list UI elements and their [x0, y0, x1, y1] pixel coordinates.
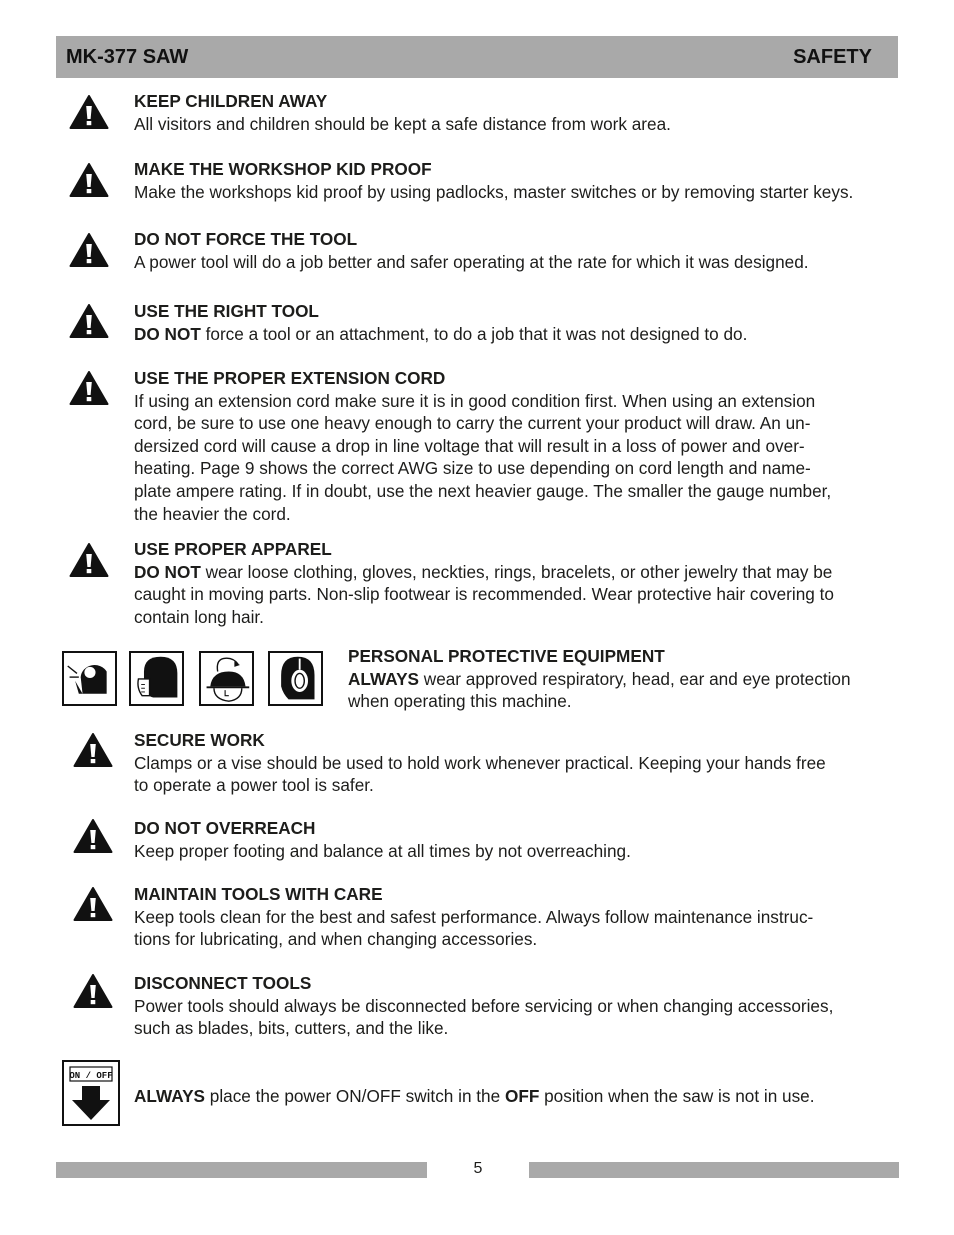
section-body: All visitors and children should be kept a safe distance from work area. — [134, 113, 671, 134]
face-shield-icon — [62, 651, 117, 706]
hard-hat-icon — [199, 651, 254, 706]
section-overreach — [134, 817, 914, 862]
warning-icon — [73, 886, 113, 922]
section-body — [134, 323, 914, 346]
section-extension-cord — [134, 367, 914, 525]
body-text: wear loose clothing, gloves, neckties, rings, bracelets, or other jewelry that may be — [205, 561, 833, 582]
body-text: place the power ON/OFF switch in the — [209, 1086, 501, 1106]
header-section: SAFETY — [793, 45, 872, 68]
section-secure-work — [134, 729, 914, 797]
body-line: contain long hair. — [134, 606, 264, 627]
section-title: USE THE PROPER EXTENSION CORD — [134, 368, 446, 388]
body-line: to operate a power tool is safer. — [134, 775, 374, 796]
body-line: Power tools should always be disconnected before servicing or when changing accessories, — [134, 995, 834, 1016]
section-keep-children-away — [134, 90, 914, 135]
section-body: Make the workshops kid proof by using padlocks, master switches or by removing starter keys. — [134, 181, 854, 202]
warning-icon — [69, 94, 109, 130]
warning-icon — [73, 973, 113, 1009]
footer-bar-right — [529, 1162, 899, 1178]
section-title: USE THE RIGHT TOOL — [134, 301, 319, 321]
body-line: when operating this machine. — [348, 691, 572, 712]
warning-icon — [69, 303, 109, 339]
warning-icon — [69, 232, 109, 268]
section-title: DO NOT OVERREACH — [134, 818, 316, 838]
body-line: tions for lubricating, and when changing accessories. — [134, 929, 538, 950]
emphasis: ALWAYS — [348, 668, 419, 689]
section-title: MAKE THE WORKSHOP KID PROOF — [134, 159, 432, 179]
body-text: position when the saw is not in use. — [544, 1086, 815, 1106]
body-line — [134, 561, 914, 584]
warning-icon — [69, 542, 109, 578]
body-line — [348, 668, 908, 691]
section-title: MAINTAIN TOOLS WITH CARE — [134, 884, 383, 904]
section-title: USE PROPER APPAREL — [134, 539, 332, 559]
body-line: If using an extension cord make sure it is in good condition first. When using an extension — [134, 390, 816, 411]
header-title: MK-377 SAW — [66, 45, 189, 68]
section-kid-proof — [134, 158, 914, 203]
body-text: force a tool or an attachment, to do a job that it was not designed to do. — [205, 323, 748, 344]
warning-icon — [69, 370, 109, 406]
section-disconnect-tools — [134, 972, 914, 1040]
body-line: dersized cord will cause a drop in line voltage that will result in a loss of power and over- — [134, 435, 805, 456]
page-header — [56, 36, 898, 78]
body-text: wear approved respiratory, head, ear and eye protection — [423, 668, 851, 689]
section-body: Keep proper footing and balance at all times by not overreaching. — [134, 840, 631, 861]
respirator-icon — [129, 651, 184, 706]
on-off-switch-icon — [62, 1060, 120, 1126]
body-line: cord, be sure to use one heavy enough to carry the current your product will draw. An un- — [134, 413, 811, 434]
section-maintain-tools — [134, 883, 914, 951]
emphasis: DO NOT — [134, 323, 201, 344]
section-title: SECURE WORK — [134, 730, 265, 750]
body-line: the heavier the cord. — [134, 503, 291, 524]
body-line: caught in moving parts. Non-slip footwear is recommended. Wear protective hair covering to — [134, 584, 834, 605]
section-title: DISCONNECT TOOLS — [134, 973, 312, 993]
emphasis: ALWAYS — [134, 1086, 205, 1106]
warning-icon — [73, 818, 113, 854]
section-title: PERSONAL PROTECTIVE EQUIPMENT — [348, 646, 665, 666]
warning-icon — [73, 732, 113, 768]
switch-note — [134, 1085, 914, 1108]
body-line: heating. Page 9 shows the correct AWG size to use depending on cord length and name- — [134, 458, 811, 479]
switch-label: ON / OFF — [69, 1071, 113, 1081]
section-right-tool — [134, 300, 914, 345]
page-number: 5 — [473, 1160, 483, 1177]
warning-icon — [69, 162, 109, 198]
body-line: such as blades, bits, cutters, and the like. — [134, 1018, 449, 1039]
body-line: plate ampere rating. If in doubt, use the next heavier gauge. The smaller the gauge number, — [134, 480, 832, 501]
section-proper-apparel — [134, 538, 914, 628]
ear-protection-icon — [268, 651, 323, 706]
emphasis-off: OFF — [504, 1086, 540, 1106]
footer-bar-left — [56, 1162, 427, 1178]
section-body: A power tool will do a job better and safer operating at the rate for which it was designed. — [134, 251, 809, 272]
body-line: Keep tools clean for the best and safest performance. Always follow maintenance instruc- — [134, 906, 814, 927]
body-line: Clamps or a vise should be used to hold work whenever practical. Keeping your hands free — [134, 752, 826, 773]
section-ppe — [348, 645, 908, 713]
section-title: KEEP CHILDREN AWAY — [134, 91, 328, 111]
switch-note-line — [134, 1085, 914, 1108]
emphasis: DO NOT — [134, 561, 201, 582]
section-do-not-force — [134, 228, 914, 273]
section-title: DO NOT FORCE THE TOOL — [134, 229, 358, 249]
